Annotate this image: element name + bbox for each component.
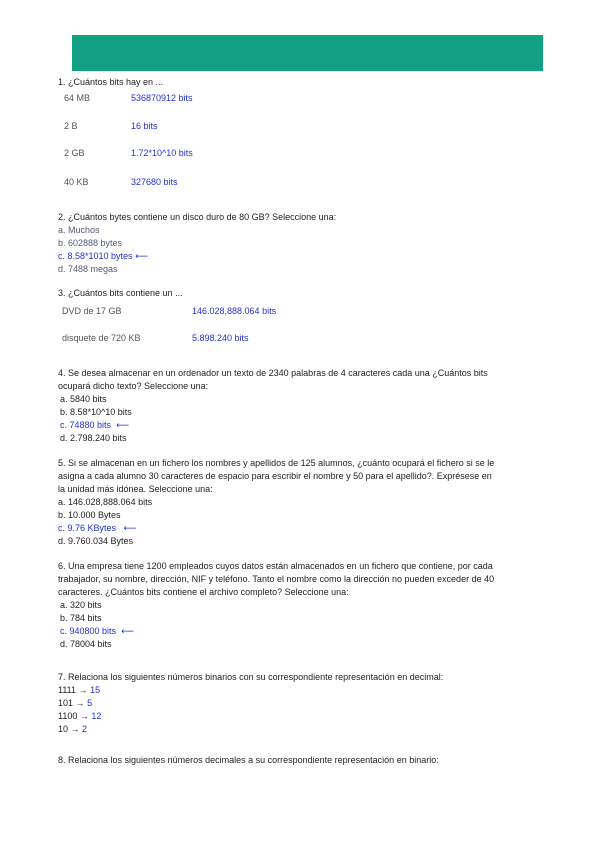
q1-row-3-value: 1.72*10^10 bits (131, 148, 193, 158)
question-7 (58, 671, 548, 736)
question-5-title-line-3: la unidad más idónea. Seleccione una: (58, 484, 213, 494)
question-2-options (58, 224, 548, 276)
q2-option-c[interactable]: c. 8.58*1010 bytes (58, 251, 133, 261)
q5-option-c-row (58, 522, 548, 535)
question-4-title-line-1: 4. Se desea almacenar en un ordenador un texto de 2340 palabras de 4 caracteres cada una ¿Cuántos bits (58, 368, 488, 378)
q1-row-2-key: 2 B (64, 121, 78, 131)
q7-pair-4-arrow-icon: → (70, 724, 80, 734)
q7-pair-2-decimal[interactable]: 5 (87, 698, 93, 708)
q1-row-1-value: 536870912 bits (131, 93, 193, 103)
q7-pair-3-decimal[interactable]: 12 (91, 711, 102, 721)
question-7-title: 7. Relaciona los siguientes números binarios con su correspondiente representación en decimal: (58, 672, 444, 682)
q1-row-2-value: 16 bits (131, 121, 158, 131)
question-6 (58, 560, 548, 651)
q3-row-2-key: disquete de 720 KB (62, 333, 141, 343)
question-7-pairs (58, 684, 548, 736)
q7-pair-4-binary: 10 (58, 724, 69, 734)
q5-answer-arrow-icon: ⟵ (123, 523, 137, 533)
q7-pair-2-arrow-icon: → (75, 698, 85, 708)
q7-pair-1 (58, 684, 548, 697)
q5-option-b[interactable]: b. 10.000 Bytes (58, 510, 121, 520)
q2-option-c-row (58, 250, 548, 263)
question-1 (58, 76, 548, 89)
question-5-title-line-1: 5. Si se almacenan en un fichero los nombres y apellidos de 125 alumnos, ¿cuánto ocupará el fichero si se le (58, 458, 495, 468)
q3-row-2-value: 5.898.240 bits (192, 333, 249, 343)
q6-option-c[interactable]: c. 940800 bits (60, 626, 117, 636)
q4-option-b[interactable]: b. 8.58*10^10 bits (60, 407, 132, 417)
question-4 (58, 367, 548, 445)
q5-option-c[interactable]: c. 9.76 KBytes (58, 523, 117, 533)
q3-row-1-key: DVD de 17 GB (62, 306, 122, 316)
q1-row-3-key: 2 GB (64, 148, 85, 158)
q2-option-d[interactable]: d. 7488 megas (58, 264, 118, 274)
q6-option-a[interactable]: a. 320 bits (60, 600, 102, 610)
q5-option-d[interactable]: d. 9.760.034 Bytes (58, 536, 134, 546)
question-5 (58, 457, 548, 548)
question-2-title: 2. ¿Cuántos bytes contiene un disco duro de 80 GB? Seleccione una: (58, 212, 337, 222)
q7-pair-1-decimal[interactable]: 15 (90, 685, 101, 695)
question-2 (58, 211, 548, 276)
q4-option-a[interactable]: a. 5840 bits (60, 394, 107, 404)
q7-pair-3-arrow-icon: → (79, 711, 89, 721)
question-5-title-line-2: asigna a cada alumno 30 caracteres de espacio para escribir el nombre y 50 para el apellido?. Exprésese en (58, 471, 492, 481)
q5-option-a[interactable]: a. 146.028,888.064 bits (58, 497, 153, 507)
q2-option-a[interactable]: a. Muchos (58, 225, 100, 235)
q7-pair-2 (58, 697, 548, 710)
q1-row-4-key: 40 KB (64, 177, 89, 187)
q4-option-c-row (60, 419, 548, 432)
q1-row-1-key: 64 MB (64, 93, 91, 103)
q7-pair-3 (58, 710, 548, 723)
q4-answer-arrow-icon: ⟵ (116, 420, 129, 430)
q6-answer-arrow-icon: ⟵ (121, 626, 134, 636)
q2-answer-arrow-icon: ⟵ (135, 251, 148, 261)
q4-option-c[interactable]: c. 74880 bits (60, 420, 112, 430)
question-3-title: 3. ¿Cuántos bits contiene un ... (58, 288, 183, 298)
question-8-title: 8. Relaciona los siguientes números decimales a su correspondiente representación en binario: (58, 755, 439, 765)
q4-option-d[interactable]: d. 2.798.240 bits (60, 433, 127, 443)
question-4-options (58, 393, 548, 445)
q7-pair-4-decimal[interactable]: 2 (82, 724, 88, 734)
q7-pair-1-binary: 1111 (58, 685, 77, 695)
q1-row-4-value: 327680 bits (131, 177, 178, 187)
q3-row-1-value: 146.028,888.064 bits (192, 306, 277, 316)
question-6-title-line-2: trabajador, su nombre, dirección, NIF y teléfono. Tanto el nombre como la dirección no pueden exceder de 40 (58, 574, 495, 584)
question-5-options (58, 496, 548, 548)
q2-option-b[interactable]: b. 602888 bytes (58, 238, 123, 248)
question-1-title: 1. ¿Cuántos bits hay en ... (58, 77, 164, 87)
question-6-title-line-1: 6. Una empresa tiene 1200 empleados cuyos datos están almacenados en un fichero que contiene, por cada (58, 561, 493, 571)
question-8 (58, 754, 548, 767)
question-3 (58, 287, 548, 300)
question-4-title-line-2: ocupará dicho texto? Seleccione una: (58, 381, 209, 391)
question-6-options (58, 599, 548, 651)
q6-option-b[interactable]: b. 784 bits (60, 613, 102, 623)
q7-pair-2-binary: 101 (58, 698, 74, 708)
q6-option-d[interactable]: d. 78004 bits (60, 639, 112, 649)
header-banner (72, 35, 543, 71)
q7-pair-1-arrow-icon: → (78, 685, 88, 695)
q6-option-c-row (60, 625, 548, 638)
question-6-title-line-3: caracteres. ¿Cuántos bits contiene el archivo completo? Seleccione una: (58, 587, 349, 597)
q7-pair-3-binary: 1100 (58, 711, 78, 721)
q7-pair-4 (58, 723, 548, 736)
